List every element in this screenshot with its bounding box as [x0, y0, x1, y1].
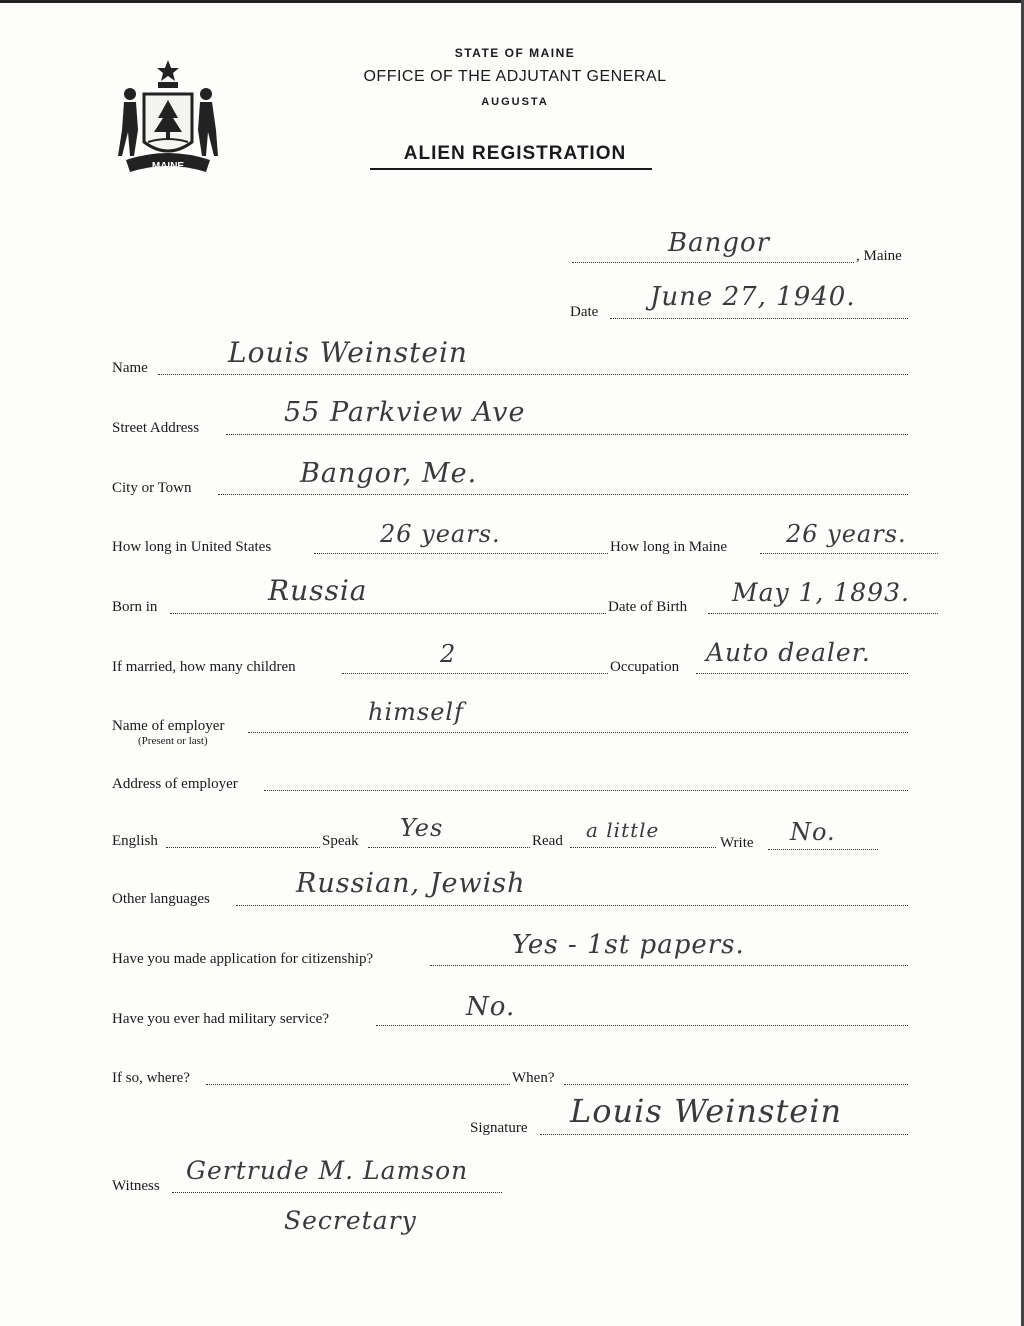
citizenship-label: Have you made application for citizenship?: [112, 951, 374, 967]
write-line: [768, 849, 878, 850]
employer-note: (Present or last): [138, 735, 208, 747]
name-line: [158, 374, 908, 375]
town-line: [572, 262, 854, 263]
date-value: June 27, 1940.: [650, 282, 856, 312]
how-long-us-value: 26 years.: [380, 520, 501, 548]
date-of-birth-line: [708, 613, 938, 614]
children-value: 2: [440, 640, 457, 668]
occupation-value: Auto dealer.: [706, 638, 871, 667]
how-long-us-label: How long in United States: [112, 539, 272, 555]
form-title: ALIEN REGISTRATION: [403, 143, 627, 164]
born-in-value: Russia: [268, 574, 368, 607]
city-label: City or Town: [112, 480, 192, 496]
when-label: When?: [512, 1070, 555, 1086]
name-label: Name: [112, 360, 148, 376]
date-of-birth-value: May 1, 1893.: [732, 578, 910, 607]
witness-label: Witness: [112, 1178, 160, 1194]
speak-label: Speak: [322, 833, 359, 849]
date-label: Date: [570, 304, 599, 320]
street-address-label: Street Address: [112, 420, 200, 436]
born-in-label: Born in: [112, 599, 158, 615]
employer-address-label: Address of employer: [112, 776, 238, 792]
military-label: Have you ever had military service?: [112, 1011, 329, 1027]
read-label: Read: [532, 833, 563, 849]
town-value: Bangor: [668, 228, 771, 258]
speak-line: [368, 847, 530, 848]
signature-value: Louis Weinstein: [570, 1092, 843, 1130]
signature-label: Signature: [470, 1120, 528, 1136]
witness-line: [172, 1192, 502, 1193]
speak-value: Yes: [400, 814, 444, 842]
born-in-line: [170, 613, 606, 614]
children-line: [342, 673, 608, 674]
how-long-maine-label: How long in Maine: [610, 539, 728, 555]
married-children-label: If married, how many children: [112, 659, 296, 675]
employer-name-value: himself: [368, 698, 464, 726]
scan-border-top: [0, 0, 1024, 3]
header-city: AUGUSTA: [481, 96, 549, 108]
other-languages-line: [236, 905, 908, 906]
occupation-line: [696, 673, 908, 674]
witness-title-value: Secretary: [284, 1206, 417, 1235]
signature-line: [540, 1134, 908, 1135]
maine-label: , Maine: [856, 248, 902, 264]
how-long-maine-line: [760, 553, 938, 554]
occupation-label: Occupation: [610, 659, 680, 675]
english-label: English: [112, 833, 158, 849]
city-value: Bangor, Me.: [300, 458, 478, 489]
street-address-line: [226, 434, 908, 435]
title-underline: [370, 168, 652, 170]
other-languages-value: Russian, Jewish: [296, 868, 526, 899]
read-value: a little: [586, 818, 660, 842]
header-office: OFFICE OF THE ADJUTANT GENERAL: [363, 68, 667, 85]
citizenship-value: Yes - 1st papers.: [512, 930, 745, 960]
read-line: [570, 847, 716, 848]
date-line: [610, 318, 908, 319]
employer-name-line: [248, 732, 908, 733]
citizenship-line: [430, 965, 908, 966]
how-long-maine-value: 26 years.: [786, 520, 907, 548]
english-line: [166, 847, 320, 848]
write-value: No.: [790, 818, 836, 846]
witness-value: Gertrude M. Lamson: [186, 1156, 469, 1185]
employer-name-label: Name of employer: [112, 718, 225, 734]
how-long-us-line: [314, 553, 608, 554]
maine-state-seal-icon: [114, 56, 222, 184]
name-value: Louis Weinstein: [228, 336, 468, 369]
where-line: [206, 1084, 510, 1085]
street-address-value: 55 Parkview Ave: [284, 397, 526, 428]
employer-address-line: [264, 790, 908, 791]
city-line: [218, 494, 908, 495]
date-of-birth-label: Date of Birth: [608, 599, 688, 615]
write-label: Write: [720, 835, 754, 851]
if-so-where-label: If so, where?: [112, 1070, 190, 1086]
military-value: No.: [466, 992, 516, 1022]
military-line: [376, 1025, 908, 1026]
when-line: [564, 1084, 908, 1085]
header-state: STATE OF MAINE: [454, 46, 576, 60]
other-languages-label: Other languages: [112, 891, 210, 907]
seal-text: MAINE: [151, 161, 185, 172]
